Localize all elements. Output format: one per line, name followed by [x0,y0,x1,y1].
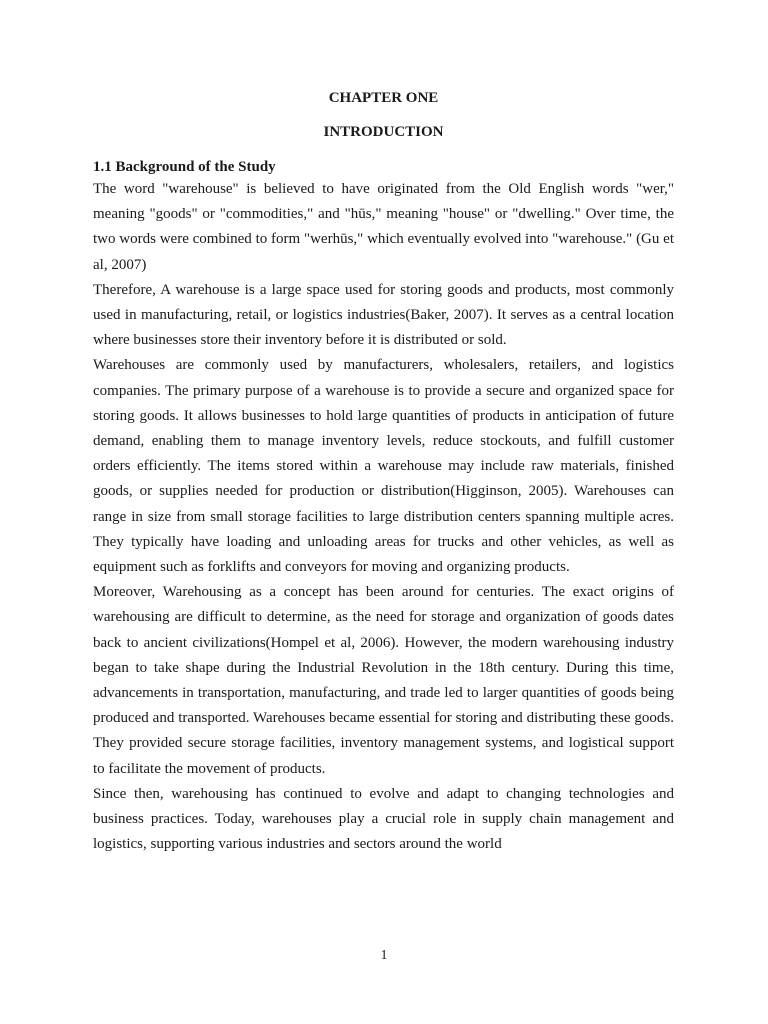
paragraph-history: Moreover, Warehousing as a concept has been around for centuries. The exact origins of warehousing are difficult to determine, as the need for storage and organization of goods dates back to ancient civilizations(Hompel et al, 2006). However, the modern warehousing industry began to take shape during the Industrial Revolution in the 18th century. During this time, advancements in transportation, manufacturing, and trade led to larger quantities of goods being produced and transported. Warehouses became essential for storing and distributing these goods. They provided secure storage facilities, inventory management systems, and logistical support to facilitate the movement of products. [93,584,674,777]
chapter-title: CHAPTER ONE [328,90,439,106]
chapter-subtitle: INTRODUCTION [323,124,444,140]
document-page [93,86,674,857]
paragraph-evolution: Since then, warehousing has continued to evolve and adapt to changing technologies and business practices. Today, warehouses play a crucial role in supply chain management and logistics, supporting various industries and sectors around the world [93,785,674,853]
paragraph-usage: Warehouses are commonly used by manufacturers, wholesalers, retailers, and logistics companies. The primary purpose of a warehouse is to provide a secure and organized space for storing goods. It allows businesses to hold large quantities of products in anticipation of future demand, enabling them to manage inventory levels, reduce stockouts, and fulfill customer orders efficiently. The items stored within a warehouse may include raw materials, finished goods, or supplies needed for production or distribution(Higginson, 2005). Warehouses can range in size from small storage facilities to large distribution centers spanning multiple acres. They typically have loading and unloading areas for trucks and other vehicles, as well as equipment such as forklifts and conveyors for moving and organizing products. [93,357,674,576]
paragraph-etymology: The word "warehouse" is believed to have originated from the Old English words "wer," meaning "goods" or "commodities," and "hūs," meaning "house" or "dwelling." Over time, the two words were combined to form "werhūs," which eventually evolved into "warehouse." (Gu et al, 2007) [93,181,674,273]
paragraph-definition: Therefore, A warehouse is a large space used for storing goods and products, most commonly used in manufacturing, retail, or logistics industries(Baker, 2007). It serves as a central location where businesses store their inventory before it is distributed or sold. [93,281,674,349]
page-number: 1 [380,948,388,963]
section-heading: 1.1 Background of the Study [93,159,276,175]
